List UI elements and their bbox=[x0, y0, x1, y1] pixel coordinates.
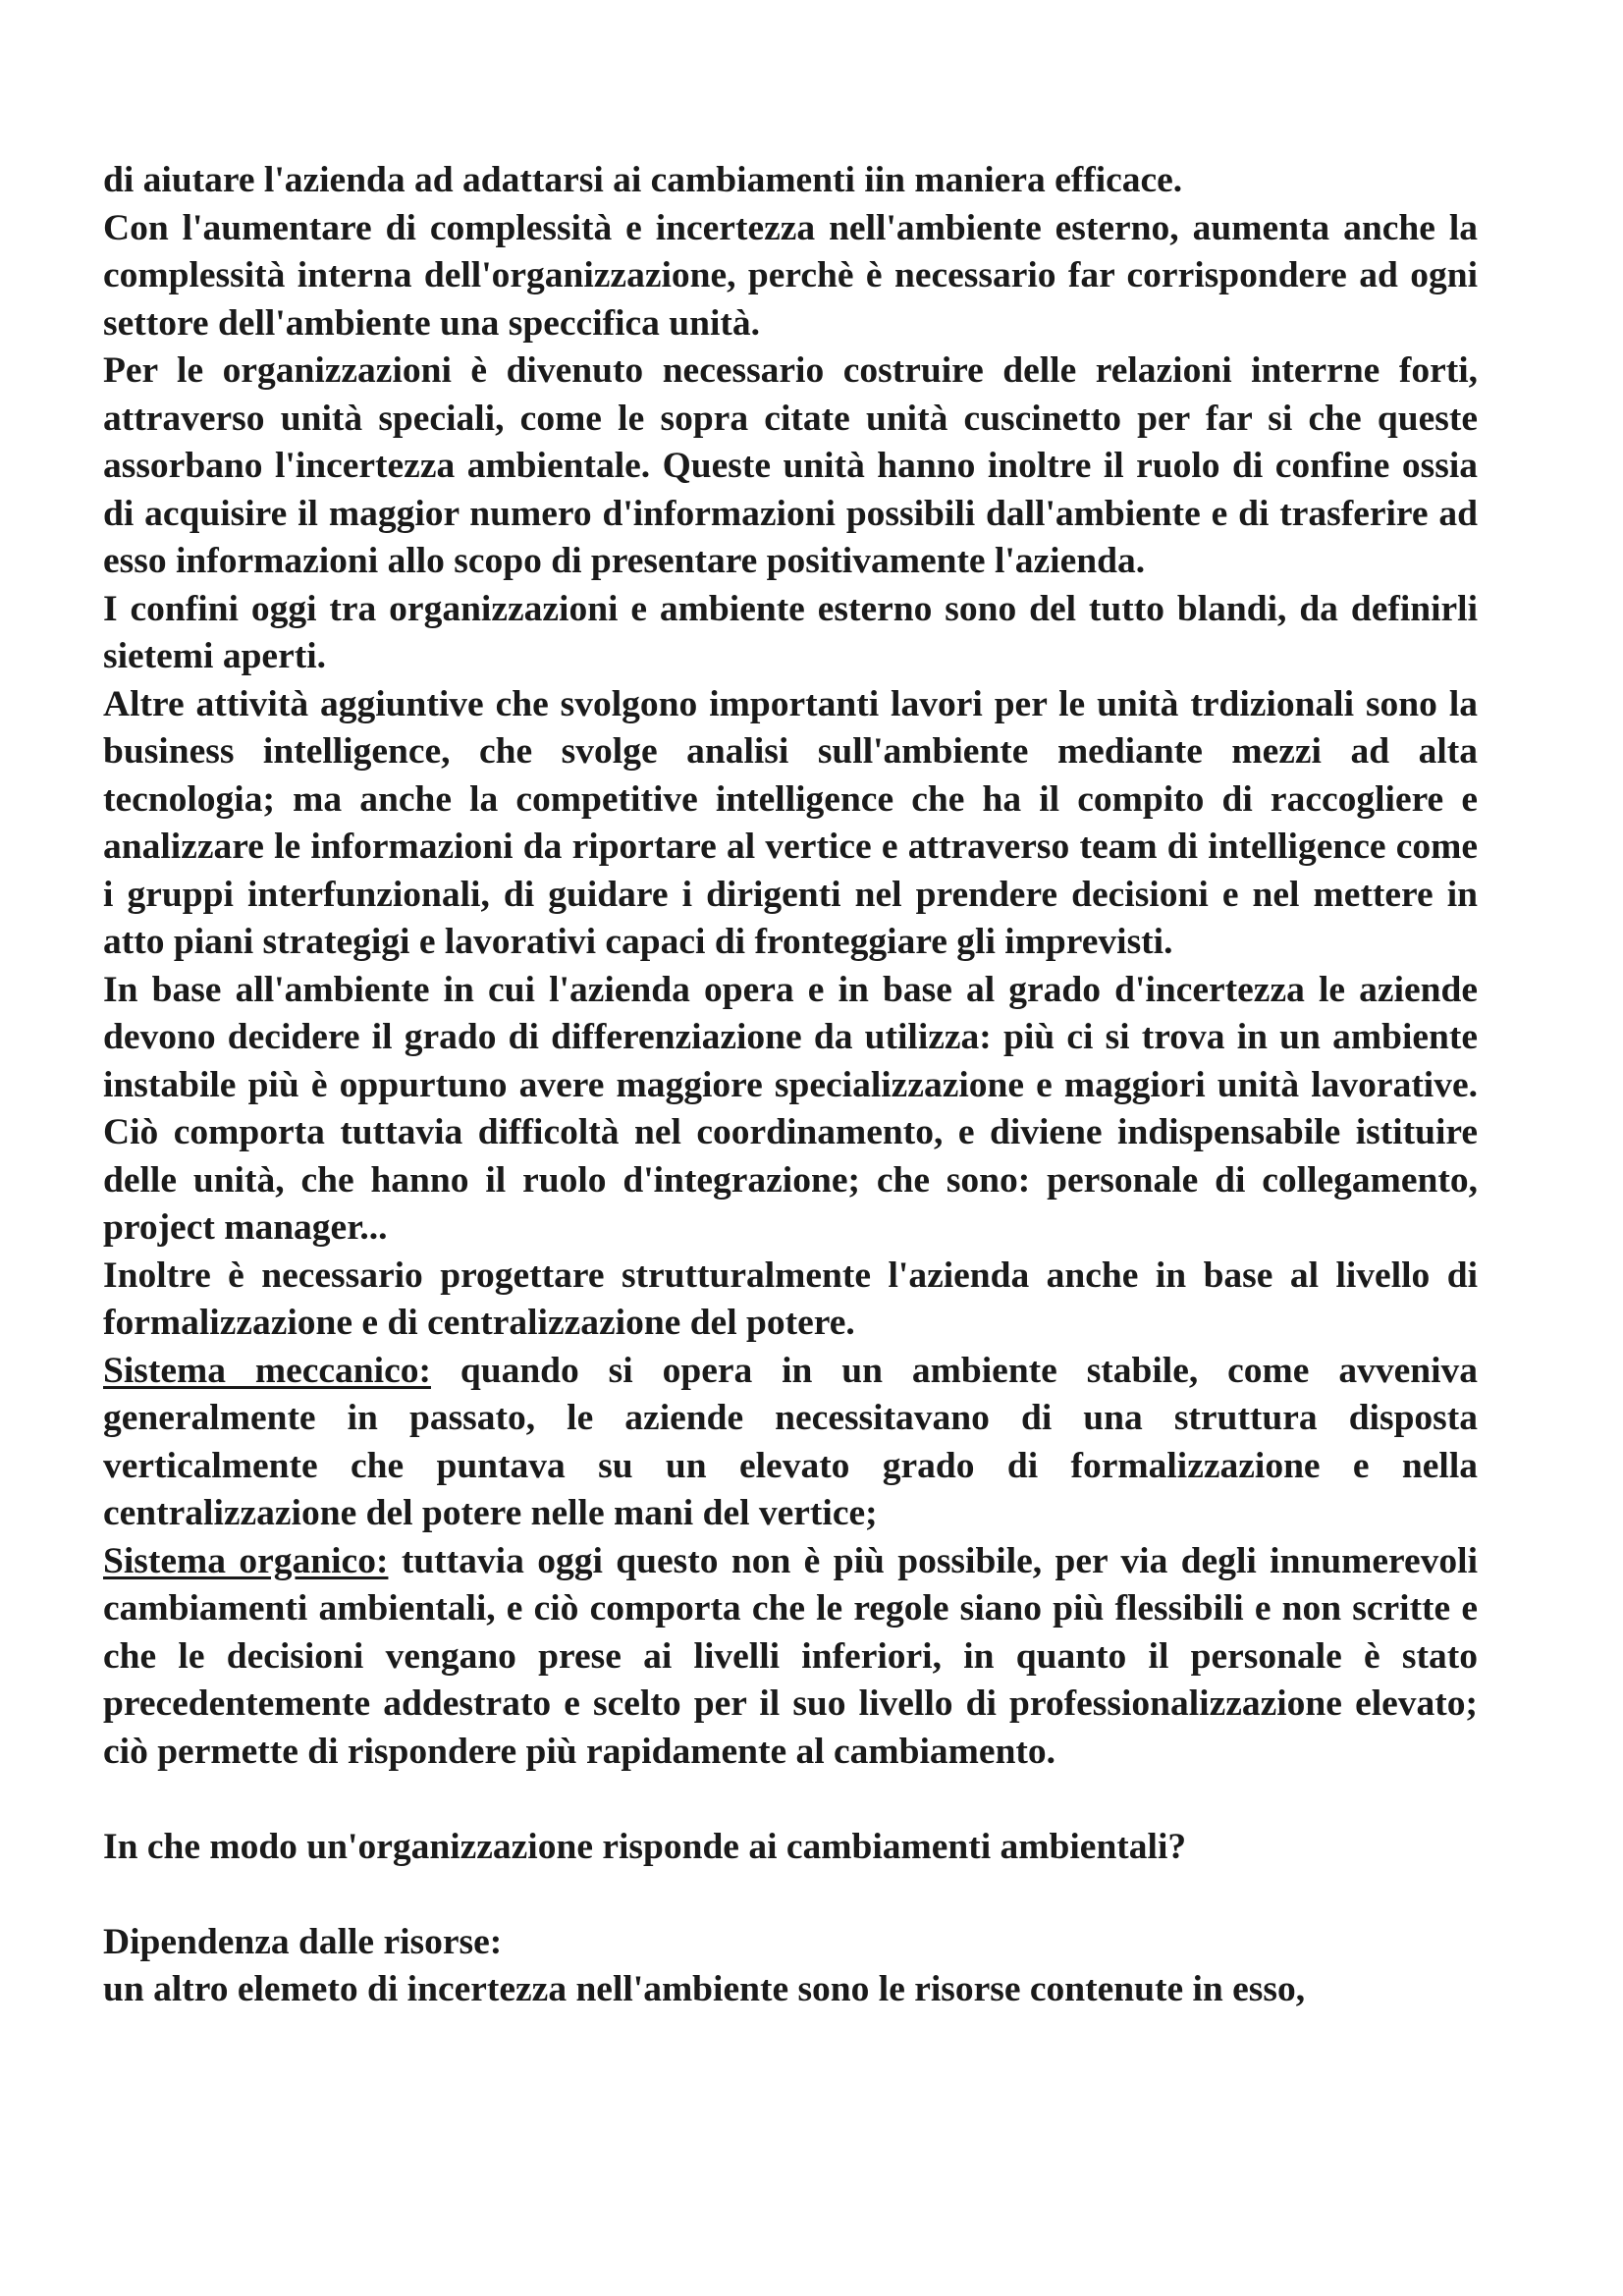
paragraph-4: I confini oggi tra organizzazioni e ambiente esterno sono del tutto blandi, da definirli sietemi aperti. bbox=[103, 588, 1478, 676]
paragraph-sistema-meccanico bbox=[103, 1348, 1478, 1538]
paragraph-3: Per le organizzazioni è divenuto necessario costruire delle relazioni interrne forti, attraverso unità speciali, come le sopra citate unità cuscinetto per far si che queste assorbano l'incertezza ambientale. Queste unità hanno inoltre il ruolo di confine ossia di acquisire il maggior numero d'informazioni possibili dall'ambiente e di trasferire ad esso informazioni allo scopo di presentare positivamente l'azienda. bbox=[103, 350, 1478, 581]
paragraph-1: di aiutare l'azienda ad adattarsi ai cambiamenti iin maniera efficace. bbox=[103, 160, 1183, 200]
document-page bbox=[103, 157, 1478, 2014]
paragraph-5: Altre attività aggiuntive che svolgono importanti lavori per le unità trdizionali sono la business intelligence, che svolge analisi sull'ambiente mediante mezzi ad alta tecnologia; ma anche la competitive intelligence che ha il compito di raccogliere e analizzare le informazioni da riportare al vertice e attraverso team di intelligence come i gruppi interfunzionali, di guidare i dirigenti nel prendere decisioni e nel mettere in atto piani strategigi e lavorativi capaci di fronteggiare gli imprevisti. bbox=[103, 683, 1478, 962]
paragraph-6: In base all'ambiente in cui l'azienda opera e in base al grado d'incertezza le aziende devono decidere il grado di differenziazione da utilizza: più ci si trova in un ambiente instabile più è oppurtuno avere maggiore specializzazione e maggiori unità lavorative. Ciò comporta tuttavia difficoltà nel coordinamento, e diviene indispensabile istituire delle unità, che hanno il ruolo d'integrazione; che sono: personale di collegamento, project manager... bbox=[103, 969, 1478, 1248]
sistema-meccanico-label: Sistema meccanico: bbox=[103, 1350, 431, 1391]
section-text: un altro elemeto di incertezza nell'ambiente sono le risorse contenute in esso, bbox=[103, 1969, 1306, 2009]
blank-line bbox=[103, 1776, 1478, 1824]
sistema-organico-label: Sistema organico: bbox=[103, 1540, 389, 1581]
sistema-meccanico-text: quando si opera in un ambiente stabile, come avveniva generalmente in passato, le aziende necessitavano di una struttura disposta verticalmente che puntava su un elevato grado di formalizzazione e nella centralizzazione del potere nelle mani del vertice; bbox=[103, 1350, 1478, 1533]
paragraph-7: Inoltre è necessario progettare strutturalmente l'azienda anche in base al livello di formalizzazione e di centralizzazione del potere. bbox=[103, 1255, 1478, 1343]
blank-line bbox=[103, 1871, 1478, 1919]
question-heading: In che modo un'organizzazione risponde ai cambiamenti ambientali? bbox=[103, 1826, 1187, 1867]
sistema-organico-text: tuttavia oggi questo non è più possibile, per via degli innumerevoli cambiamenti ambientali, e ciò comporta che le regole siano più flessibili e non scritte e che le decisioni vengano prese ai livelli inferiori, in quanto il personale è stato precedentemente addestrato e scelto per il suo livello di professionalizzazione elevato; ciò permette di rispondere più rapidamente al cambiamento. bbox=[103, 1540, 1478, 1772]
section-heading: Dipendenza dalle risorse: bbox=[103, 1921, 503, 1962]
paragraph-sistema-organico bbox=[103, 1538, 1478, 1777]
paragraph-2: Con l'aumentare di complessità e incertezza nell'ambiente esterno, aumenta anche la complessità interna dell'organizzazione, perchè è necessario far corrispondere ad ogni settore dell'ambiente una speccifica unità. bbox=[103, 207, 1478, 344]
